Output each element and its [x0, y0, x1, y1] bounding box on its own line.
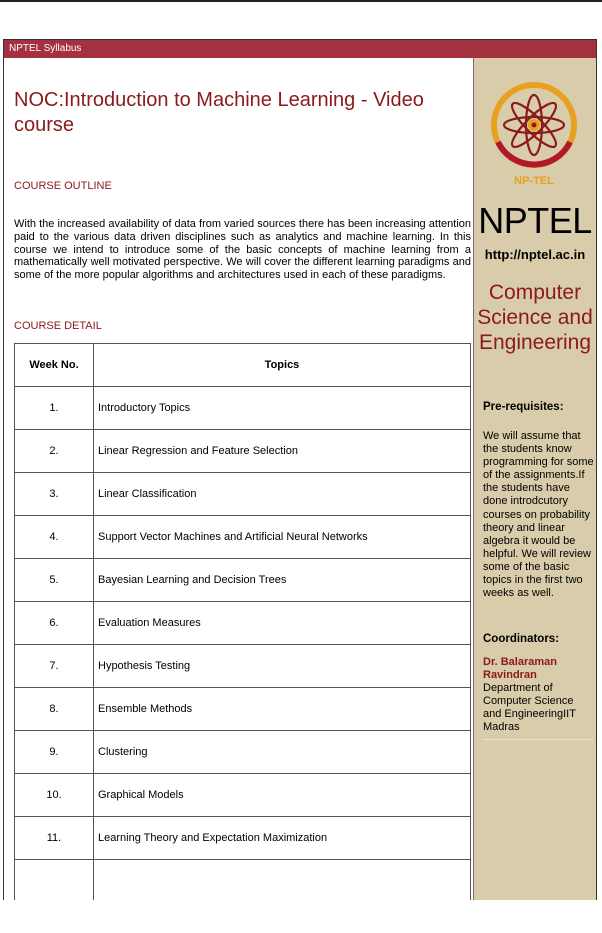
prerequisites-text: We will assume that the students know programming for some of the assignments.If the students have done introdcutory courses on probability theory and linear algebra it would be helpful. We will review some of the basic topics in the first two weeks as well.	[483, 430, 594, 600]
week-cell: 1.	[15, 387, 94, 430]
topic-cell: Evaluation Measures	[94, 602, 471, 645]
syllabus-frame	[3, 39, 597, 900]
week-cell: 3.	[15, 473, 94, 516]
table-row	[15, 473, 471, 516]
week-cell: 4.	[15, 516, 94, 559]
nptel-logo-icon	[484, 80, 584, 190]
week-cell: 8.	[15, 688, 94, 731]
coordinator-divider	[483, 739, 593, 740]
topic-cell: Bayesian Learning and Decision Trees	[94, 559, 471, 602]
prerequisites-heading: Pre-requisites:	[483, 401, 564, 413]
table-row	[15, 688, 471, 731]
table-row	[15, 430, 471, 473]
department-name: Computer Science and Engineering	[477, 281, 593, 354]
table-row	[15, 645, 471, 688]
topic-cell: Linear Regression and Feature Selection	[94, 430, 471, 473]
sidebar-panel	[474, 58, 596, 900]
table-row	[15, 774, 471, 817]
week-cell: 7.	[15, 645, 94, 688]
table-row	[15, 731, 471, 774]
logo-text: NP-TEL	[514, 175, 554, 187]
coordinators-heading: Coordinators:	[483, 633, 560, 645]
topic-cell	[94, 860, 471, 901]
week-cell: 10.	[15, 774, 94, 817]
table-row	[15, 817, 471, 860]
course-outline-text: With the increased availability of data from varied sources there has been increasing attention paid to the various data driven disciplines such as analytics and machine learning. In this course we intend to introduce some of the basic concepts of machine learning from a mathematically well motivated perspective. We will cover the different learning paradigms and some of the more popular algorithms and architectures used in each of these paradigms.	[14, 218, 471, 282]
title-bar-label: NPTEL Syllabus	[9, 43, 82, 54]
table-row	[15, 559, 471, 602]
week-cell: 6.	[15, 602, 94, 645]
course-detail-table	[14, 343, 471, 900]
week-cell	[15, 860, 94, 901]
topic-cell: Graphical Models	[94, 774, 471, 817]
table-row	[15, 387, 471, 430]
topic-cell: Ensemble Methods	[94, 688, 471, 731]
topic-cell: Clustering	[94, 731, 471, 774]
topic-cell: Linear Classification	[94, 473, 471, 516]
topic-cell: Learning Theory and Expectation Maximization	[94, 817, 471, 860]
week-cell: 5.	[15, 559, 94, 602]
topics-header: Topics	[94, 344, 471, 387]
sidebar	[473, 58, 596, 900]
coordinator-name: Dr. Balaraman Ravindran	[483, 656, 557, 681]
week-cell: 2.	[15, 430, 94, 473]
topic-cell: Introductory Topics	[94, 387, 471, 430]
topic-cell: Hypothesis Testing	[94, 645, 471, 688]
title-bar	[4, 40, 596, 58]
table-header-row	[15, 344, 471, 387]
course-title: NOC:Introduction to Machine Learning - Video course	[14, 89, 424, 136]
table-row	[15, 516, 471, 559]
nptel-brand: NPTEL	[478, 200, 592, 241]
course-outline-heading: COURSE OUTLINE	[14, 180, 112, 192]
week-cell: 9.	[15, 731, 94, 774]
main-content	[4, 58, 472, 900]
table-row	[15, 860, 471, 901]
week-no-header: Week No.	[15, 344, 94, 387]
course-detail-heading: COURSE DETAIL	[14, 320, 102, 332]
topic-cell: Support Vector Machines and Artificial Neural Networks	[94, 516, 471, 559]
week-cell: 11.	[15, 817, 94, 860]
top-divider	[0, 0, 602, 2]
table-row	[15, 602, 471, 645]
nptel-url-link[interactable]: http://nptel.ac.in	[484, 247, 586, 262]
coordinator-affiliation: Department of Computer Science and EngineeringIIT Madras	[483, 682, 576, 733]
